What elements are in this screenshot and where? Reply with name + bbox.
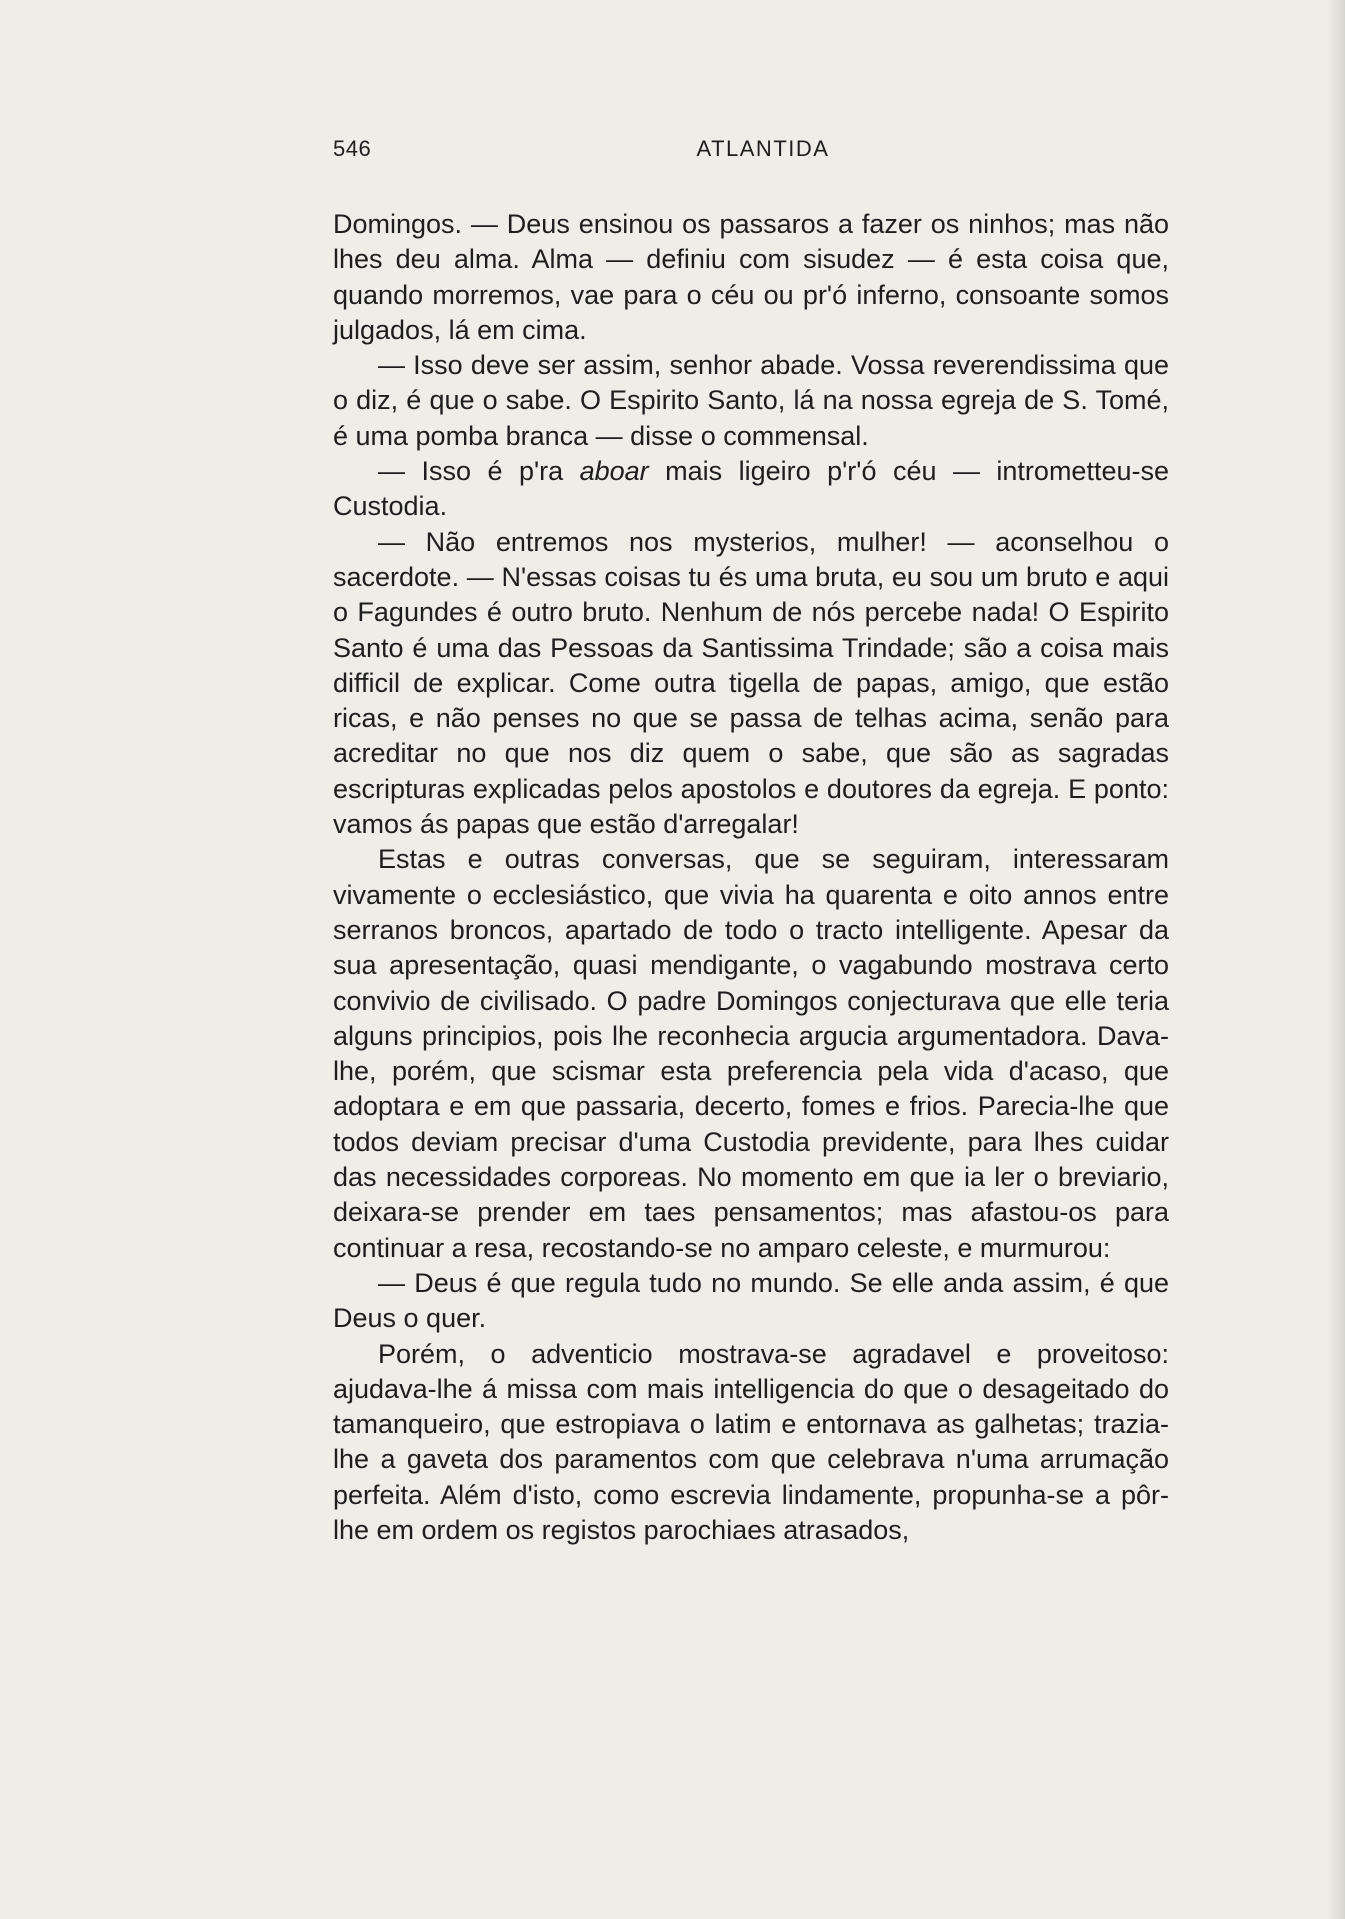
paragraph-text: — Isso é p'ra [378, 456, 580, 487]
paragraph: Estas e outras conversas, que se seguiram, interessaram vivamente o ecclesiástico, que vivia ha quarenta e oito annos entre serranos broncos, apartado de todo o tracto intelligente. Apesar da sua apresentação, quasi mendigante, o vagabundo mostrava certo convivio de civilisado. O padre Domingos conjecturava que elle teria alguns principios, pois lhe reconhecia argucia argumentadora. Dava-lhe, porém, que scismar esta preferencia pela vida d'acaso, que adoptara e em que passaria, decerto, fomes e frios. Parecia-lhe que todos deviam precisar d'uma Custodia previdente, para lhes cuidar das necessidades corporeas. No momento em que ia ler o breviario, deixara-se prender em taes pensamentos; mas afastou-os para continuar a resa, recostando-se no amparo celeste, e murmurou: [333, 844, 1169, 1263]
paragraph: — Deus é que regula tudo no mundo. Se elle anda assim, é que Deus o quer. [333, 1267, 1169, 1334]
paragraph [333, 454, 1169, 525]
running-title: ATLANTIDA [696, 136, 830, 161]
page-header [333, 136, 1193, 166]
paragraph: Domingos. — Deus ensinou os passaros a fazer os ninhos; mas não lhes deu alma. Alma — definiu com sisudez — é esta coisa que, quando morremos, vae para o céu ou pr'ó inferno, consoante somos julgados, lá em cima. [333, 209, 1169, 345]
paragraph: Porém, o adventicio mostrava-se agradavel e proveitoso: ajudava-lhe á missa com mais intelligencia do que o desageitado do tamanqueiro, que estropiava o latim e entornava as galhetas; trazia-lhe a gaveta dos paramentos com que celebrava n'uma arrumação perfeita. Além d'isto, como escrevia lindamente, propunha-se a pôr-lhe em ordem os registos parochiaes atrasados, [333, 1338, 1169, 1545]
page-edge-shadow [1327, 0, 1345, 1919]
paragraph: — Não entremos nos mysterios, mulher! — aconselhou o sacerdote. — N'essas coisas tu és uma bruta, eu sou um bruto e aqui o Fagundes é outro bruto. Nenhum de nós percebe nada! O Espirito Santo é uma das Pessoas da Santissima Trindade; são a coisa mais difficil de explicar. Come outra tigella de papas, amigo, que estão ricas, e não penses no que se passa de telhas acima, senão para acreditar no que nos diz quem o sabe, que são as sagradas escripturas explicadas pelos apostolos e doutores da egreja. E ponto: vamos ás papas que estão d'arregalar! [333, 526, 1169, 840]
italic-word: aboar [579, 456, 649, 487]
paragraph-text: mais ligeiro p'r'ó céu — intrometteu-se Custodia. [333, 456, 1169, 522]
body-text [333, 207, 1169, 1548]
page-number: 546 [333, 136, 372, 161]
paragraph: — Isso deve ser assim, senhor abade. Vossa reverendissima que o diz, é que o sabe. O Espirito Santo, lá na nossa egreja de S. Tomé, é uma pomba branca — disse o commensal. [333, 350, 1169, 451]
